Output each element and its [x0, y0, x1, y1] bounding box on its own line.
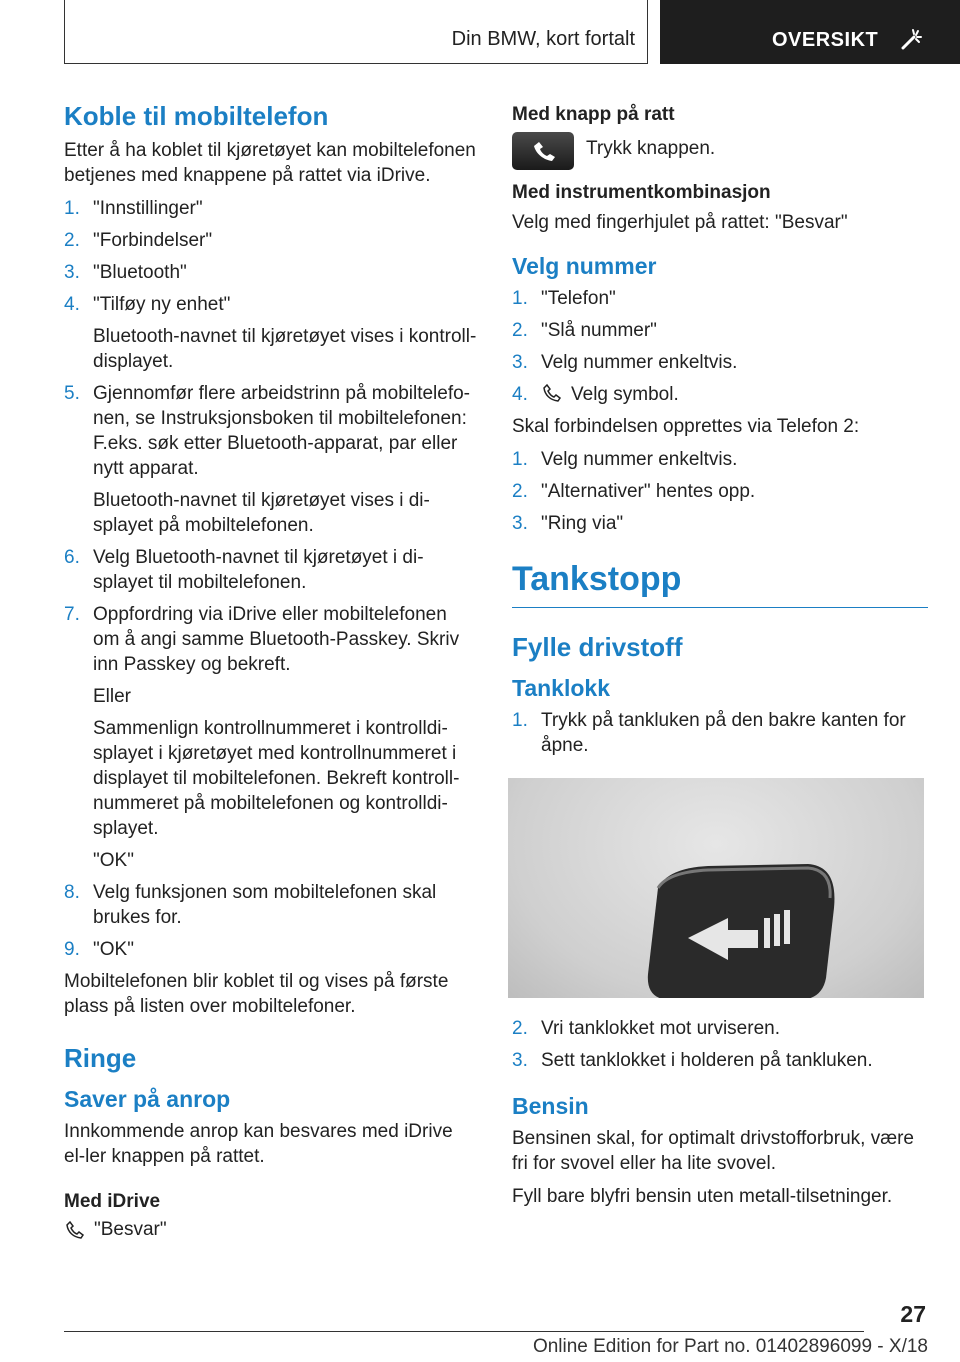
- step-number: 6.: [64, 547, 80, 568]
- list-item: [512, 382, 928, 407]
- saver-text: Innkommende anrop kan besvares med iDrive el-ler knappen på rattet.: [64, 1121, 453, 1167]
- step-text: "Forbindelser": [93, 230, 213, 251]
- list-item: [512, 447, 928, 472]
- phone-icon: [541, 383, 563, 403]
- subsection-title-tanklokk: Tanklokk: [512, 675, 610, 701]
- subsection-title-bensin: Bensin: [512, 1093, 589, 1119]
- step-number: 2.: [64, 230, 80, 251]
- step-number: 2.: [512, 481, 528, 502]
- list-item: [64, 545, 478, 595]
- step-number: 2.: [512, 320, 528, 341]
- steering-phone-button-image: [512, 132, 574, 170]
- step-number: 7.: [64, 604, 80, 625]
- section-title-fylle: Fylle drivstoff: [512, 632, 683, 662]
- instr-text: Velg med fingerhjulet på rattet: "Besvar": [512, 212, 848, 233]
- step-number: 3.: [512, 352, 528, 373]
- list-item: [512, 350, 928, 375]
- subsection-title-velg: Velg nummer: [512, 253, 657, 279]
- idrive-title: Med iDrive: [64, 1191, 161, 1212]
- step-text: "Slå nummer": [541, 320, 657, 341]
- intro-text: Etter å ha koblet til kjøretøyet kan mobiltelefonen betjenes med knappene på rattet via iDrive.: [64, 140, 476, 186]
- step-number: 2.: [512, 1018, 528, 1039]
- tanklokk-steps: [512, 1016, 928, 1073]
- step-text: "Telefon": [541, 288, 616, 309]
- step-subtext: Bluetooth-navnet til kjøretøyet vises i di-splayet på mobiltelefonen.: [93, 490, 430, 536]
- header-section: [64, 0, 648, 64]
- section-title-ringe: Ringe: [64, 1043, 137, 1073]
- step-number: 4.: [64, 294, 80, 315]
- list-item: [512, 479, 928, 504]
- step-text: "Innstillinger": [93, 198, 203, 219]
- step-text: Velg Bluetooth-navnet til kjøretøyet i di-splayet til mobiltelefonen.: [93, 547, 424, 593]
- list-item: [64, 880, 478, 930]
- subsection-title-saver: Saver på anrop: [64, 1086, 231, 1112]
- step-text: Vri tanklokket mot urviseren.: [541, 1018, 780, 1039]
- knapp-text: Trykk knappen.: [586, 138, 716, 159]
- step-number: 1.: [512, 449, 528, 470]
- phone-icon: [512, 132, 574, 170]
- list-item: [64, 196, 478, 221]
- step-number: 8.: [64, 882, 80, 903]
- step-text: "Tilføy ny enhet": [93, 294, 231, 315]
- instr-title: Med instrumentkombinasjon: [512, 182, 771, 203]
- list-item: [512, 318, 928, 343]
- step-number: 1.: [64, 198, 80, 219]
- step-text: Oppfordring via iDrive eller mobiltelefonen om å angi samme Bluetooth-Passkey. Skriv inn Passkey og bekreft.: [93, 604, 460, 675]
- fuel-flap-photo: [508, 778, 924, 998]
- list-item: [64, 260, 478, 285]
- footer-edition: Online Edition for Part no. 01402896099 - X/18: [532, 1336, 928, 1357]
- step-text: Velg nummer enkeltvis.: [541, 352, 738, 373]
- list-item: [512, 1016, 928, 1041]
- header-tab[interactable]: [660, 0, 960, 64]
- car-wand-icon: [900, 28, 924, 50]
- step-number: 1.: [512, 710, 528, 731]
- list-item: [64, 937, 478, 962]
- step-text: Velg symbol.: [571, 384, 679, 405]
- header-tab-label: OVERSIKT: [772, 29, 879, 51]
- step-text: Gjennomfør flere arbeidstrinn på mobiltelefo-nen, se Instruksjonsboken til mobiltelefonen: F.eks. søk etter Bluetooth-apparat, par eller nytt apparat.: [93, 383, 471, 479]
- step-text: "OK": [93, 939, 134, 960]
- step-text: Sett tanklokket i holderen på tankluken.: [541, 1050, 873, 1071]
- step-subtext: "OK": [93, 850, 134, 871]
- header-section-label: Din BMW, kort fortalt: [451, 28, 635, 50]
- step-number: 9.: [64, 939, 80, 960]
- list-item: [64, 292, 478, 374]
- step-number: 3.: [512, 513, 528, 534]
- step-subtext: Bluetooth-navnet til kjøretøyet vises i kontroll-displayet.: [93, 326, 477, 372]
- idrive-text: "Besvar": [94, 1219, 167, 1240]
- step-number: 5.: [64, 383, 80, 404]
- pairing-steps: [64, 196, 478, 962]
- list-item: [64, 228, 478, 253]
- step-text: "Bluetooth": [93, 262, 187, 283]
- list-item: [512, 708, 928, 758]
- step-number: 3.: [64, 262, 80, 283]
- step-text: Velg nummer enkeltvis.: [541, 449, 738, 470]
- list-item: [64, 602, 478, 873]
- bensin-p2: Fyll bare blyfri bensin uten metall-tilsetninger.: [512, 1186, 893, 1207]
- right-column: [512, 104, 928, 1217]
- step-number: 4.: [512, 384, 528, 405]
- step-text: "Alternativer" hentes opp.: [541, 481, 756, 502]
- velg-steps: [512, 286, 928, 407]
- bensin-p1: Bensinen skal, for optimalt drivstofforbruk, være fri for svovel eller ha lite svovel.: [512, 1128, 914, 1174]
- page-number: 27: [900, 1301, 926, 1327]
- tanklokk-step-1: [512, 708, 928, 758]
- knapp-row: [512, 132, 928, 170]
- outro-text: Mobiltelefonen blir koblet til og vises på første plass på listen over mobiltelefoner.: [64, 971, 449, 1017]
- list-item: [512, 511, 928, 536]
- step-text: Velg funksjonen som mobiltelefonen skal brukes for.: [93, 882, 437, 928]
- footer-rule: [64, 1331, 864, 1332]
- list-item: [64, 381, 478, 538]
- idrive-row: [64, 1219, 478, 1241]
- chapter-title-tankstopp: Tankstopp: [512, 560, 928, 608]
- knapp-title: Med knapp på ratt: [512, 104, 675, 125]
- section-title-koble: Koble til mobiltelefon: [64, 101, 329, 131]
- step-text: Trykk på tankluken på den bakre kanten for åpne.: [541, 710, 906, 756]
- step-text: "Ring via": [541, 513, 624, 534]
- tel2-steps: [512, 447, 928, 536]
- tel2-text: Skal forbindelsen opprettes via Telefon 2:: [512, 416, 860, 437]
- list-item: [512, 1048, 928, 1073]
- step-number: 3.: [512, 1050, 528, 1071]
- step-number: 1.: [512, 288, 528, 309]
- step-subtext: Eller: [93, 686, 132, 707]
- list-item: [512, 286, 928, 311]
- phone-icon: [64, 1220, 86, 1240]
- fuel-flap-illustration: [508, 778, 924, 998]
- left-column: [64, 100, 478, 1241]
- step-subtext: Sammenlign kontrollnummeret i kontrolldi-splayet i kjøretøyet med kontrollnummeret i displayet til mobiltelefonen. Bekreft kontroll-nummeret på mobiltelefonen og kontrolldi-splayet.: [93, 718, 460, 839]
